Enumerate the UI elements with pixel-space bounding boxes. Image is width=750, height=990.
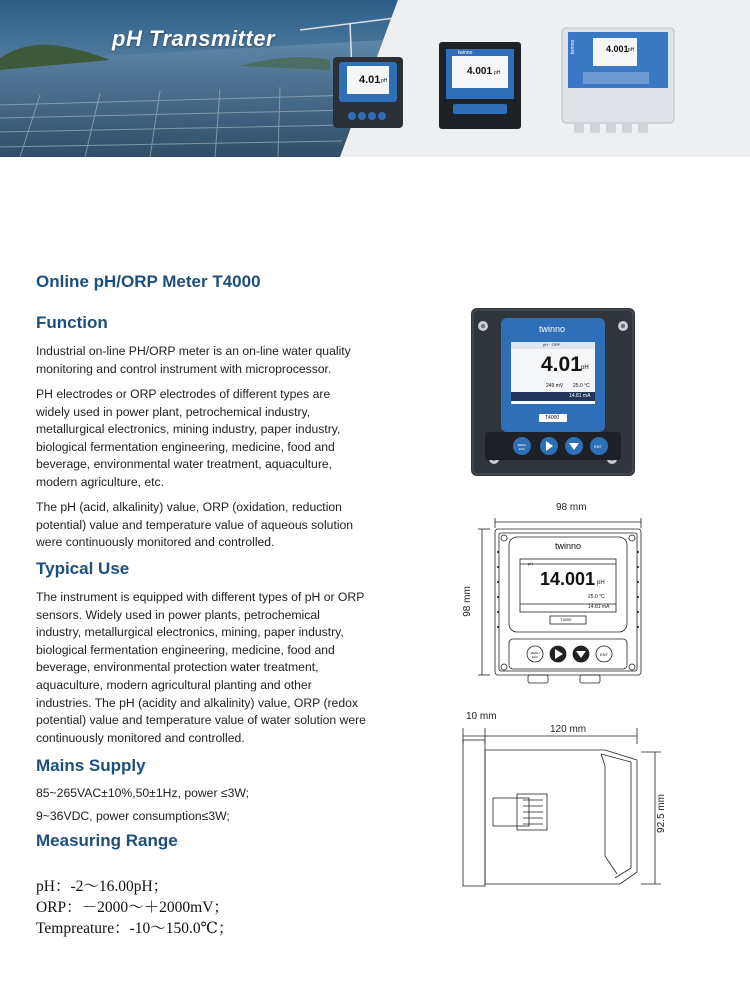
function-paragraph-1: Industrial on-line PH/ORP meter is an on-line water quality monitoring and control instrument with microprocessor. xyxy=(36,344,351,376)
typical-use-paragraph: The instrument is equipped with different types of pH or ORP sensors. Widely used in power plants, petrochemical industry, metallurgical electronics, mining, paper industry, biological fermentation engineering, medicine, food and beverage, environmental protection water treatment, aquaculture, modern agricultural planting and other industries. The pH (acidity and alkalinity) value, ORP (redox potential) value and temperature value of water solution were continuously monitored and controlled. xyxy=(36,590,366,745)
front-menu-button: MENU ESC xyxy=(530,651,540,659)
front-width-label: 98 mm xyxy=(556,502,587,513)
mains-supply-line-2: 9~36VDC, power consumption≤3W; xyxy=(36,809,230,823)
front-reading: 14.001 xyxy=(540,569,596,589)
front-temp: 25.0 °C xyxy=(588,594,605,600)
measuring-range-ph: pH：-2～16.00pH； xyxy=(36,878,169,895)
front-mode-label: pH xyxy=(528,561,534,566)
front-current: 14.81 mA xyxy=(588,604,610,610)
mains-supply-heading: Mains Supply xyxy=(36,756,146,775)
front-height-label: 98 mm xyxy=(461,586,473,617)
side-depth-label: 120 mm xyxy=(550,724,587,735)
photo-current: 14.81 mA xyxy=(569,393,591,399)
side-dimension-drawing xyxy=(455,722,675,894)
banner-device-3-brand: twinno xyxy=(570,39,577,55)
banner xyxy=(0,0,750,157)
photo-ent-button: ENT xyxy=(594,444,602,449)
side-height-label: 92.5 mm xyxy=(655,794,667,833)
banner-title: pH Transmitter xyxy=(112,26,276,51)
photo-model: T4000 xyxy=(545,415,560,421)
function-heading: Function xyxy=(36,313,108,332)
front-unit: pH xyxy=(597,580,605,586)
photo-temp: 25.0 °C xyxy=(573,383,590,389)
photo-unit: pH xyxy=(581,365,589,371)
front-model: T4000 xyxy=(560,617,572,622)
photo-reading: 4.01 xyxy=(541,353,582,376)
banner-device-2-unit: pH xyxy=(494,70,501,76)
side-flange-label: 10 mm xyxy=(466,711,497,722)
banner-device-3-reading: 4.001 xyxy=(606,44,629,54)
banner-device-2-brand: twinno xyxy=(458,50,473,56)
photo-mv: 249 mV xyxy=(546,383,564,389)
mains-supply-line-1: 85~265VAC±10%,50±1Hz, power ≤3W; xyxy=(36,786,250,800)
banner-device-1-unit: pH xyxy=(381,78,388,84)
function-paragraph-2: PH electrodes or ORP electrodes of different types are widely used in power plant, petrochemical industry, metallurgical electronics, mining industry, paper industry, biological fermentation engineering, medicine, food and beverage, environmental water treatment, aquaculture, modern agriculture, etc. xyxy=(36,387,341,489)
front-dimension-drawing xyxy=(468,512,648,690)
photo-brand: twinno xyxy=(539,324,566,334)
photo-menu-button: MENU ESC xyxy=(517,443,527,451)
function-paragraph-3: The pH (acid, alkalinity) value, ORP (oxidation, reduction potential) value and temperature value of aqueous solution were continuously monitored and controlled. xyxy=(36,500,354,550)
banner-device-1 xyxy=(333,57,403,128)
front-brand: twinno xyxy=(555,541,582,551)
banner-device-1-reading: 4.01 xyxy=(359,74,381,86)
product-title: Online pH/ORP Meter T4000 xyxy=(36,272,261,291)
front-ent-button: ENT xyxy=(600,652,608,657)
measuring-range-heading: Measuring Range xyxy=(36,831,178,850)
measuring-range-orp: ORP：－2000～＋2000mV； xyxy=(36,899,229,916)
banner-device-3-unit: pH xyxy=(628,47,635,53)
product-photo xyxy=(471,308,635,476)
measuring-range-temperature: Tempreature：-10～150.0℃； xyxy=(36,920,234,937)
banner-device-2 xyxy=(439,42,521,129)
typical-use-heading: Typical Use xyxy=(36,559,130,578)
banner-device-2-reading: 4.001 xyxy=(467,66,493,77)
photo-mode-label: pH · ORP xyxy=(543,342,561,347)
